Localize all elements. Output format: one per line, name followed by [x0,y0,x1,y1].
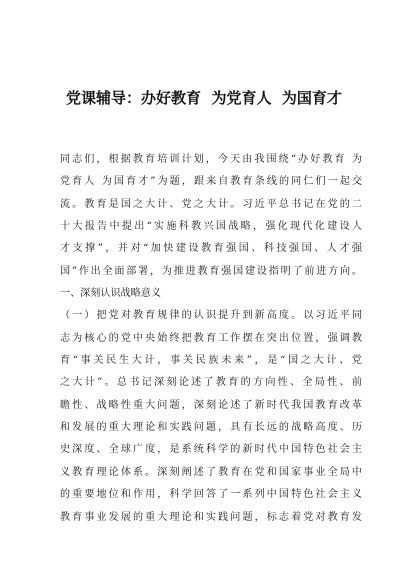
body-line: 国”作出全面部署，为推进教育强国建设指明了前进方向。 [60,265,362,277]
body-line: 流。教育是国之大计、党之大计。习近平总书记在党的二 [60,198,362,210]
body-line: 义教育理论体系。深刻阐述了教育在党和国家事业全局中 [60,466,362,478]
body-line: 志为核心的党中央始终把教育工作摆在突出位置，强调教 [60,332,362,344]
body-line: 才支撑”，并对“加快建设教育强国、科技强国、人才强 [60,243,362,255]
body-line: 之大计”。总书记深刻论述了教育的方向性、全局性、前 [60,377,362,389]
body-line: 瞻性、战略性重大问题，深刻论述了新时代我国教育改革 [60,399,362,411]
body-line: 十大报告中提出“实施科教兴国战略，强化现代化建设人 [60,221,362,233]
body-line: 教育事业发展的重大理论和实践问题，标志着党对教育发 [60,511,362,523]
body-line: 和发展的重大理论和实践问题，具有长远的战略高度、历 [60,422,362,434]
body-line: 同志们，根据教育培训计划，今天由我围绕“办好教育 为 [60,154,362,165]
body-line: 的重要地位和作用，科学回答了一系列中国特色社会主义 [60,489,362,501]
document-body [60,149,362,529]
document-title: 党课辅导：办好教育 为党育人 为国育才 [66,89,342,107]
body-line: 史深度、全球广度，是系统科学的新时代中国特色社会主 [60,444,362,456]
body-line: （一）把党对教育规律的认识提升到新高度。以习近平同 [60,310,362,322]
body-line: 育“事关民生大计，事关民族未来”，是“国之大计、党 [60,355,362,367]
body-line: 党育人 为国育才”为题，跟来自教育条线的同仁们一起交 [60,176,362,188]
section-heading: 一、深刻认识战略意义 [60,288,161,300]
